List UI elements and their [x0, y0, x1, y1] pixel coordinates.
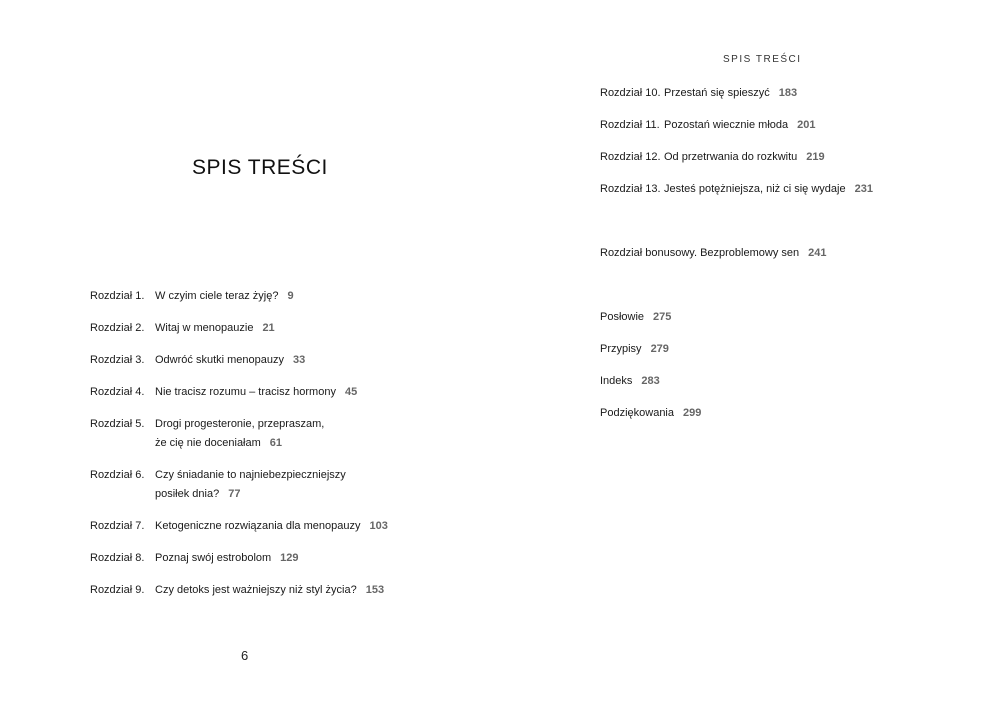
chapter-page: 103 — [369, 520, 388, 532]
chapter-label: Rozdział 11. — [600, 119, 660, 131]
running-head: SPIS TREŚCI — [723, 54, 802, 65]
chapter-label: Rozdział 3. — [90, 354, 145, 366]
chapter-page: 77 — [228, 488, 241, 500]
toc-entry — [600, 84, 797, 103]
chapter-page: 61 — [269, 437, 283, 449]
chapter-page: 183 — [778, 87, 798, 99]
chapter-page: 9 — [287, 290, 294, 302]
chapter-label: Rozdział 10. — [600, 87, 661, 99]
chapter-title: Przestań się spieszyć — [664, 87, 770, 99]
chapter-label: Rozdział 2. — [90, 322, 145, 334]
chapter-title-continued: posiłek dnia? — [155, 488, 220, 500]
chapter-page: 231 — [854, 183, 873, 195]
chapter-title: Pozostań wiecznie młoda — [664, 119, 789, 131]
chapter-label: Rozdział 12. — [600, 151, 661, 163]
back-matter-page: 283 — [641, 375, 660, 387]
back-matter-title: Posłowie — [600, 311, 645, 323]
bonus-page: 241 — [808, 247, 827, 259]
toc-entry-bonus — [600, 244, 826, 263]
chapter-title: Ketogeniczne rozwiązania dla menopauzy — [155, 520, 361, 532]
chapter-label: Rozdział 7. — [90, 520, 145, 532]
toc-entry — [600, 116, 815, 135]
chapter-label: Rozdział 8. — [90, 552, 145, 564]
chapter-page: 21 — [262, 322, 275, 334]
toc-entry-back-matter — [600, 340, 669, 359]
chapter-page: 201 — [797, 119, 816, 131]
toc-entry-back-matter — [600, 372, 660, 391]
chapter-page: 219 — [806, 151, 825, 163]
chapter-label: Rozdział 9. — [90, 584, 145, 596]
chapter-label: Rozdział 5. — [90, 418, 145, 430]
back-matter-title: Podziękowania — [600, 407, 674, 419]
bonus-title: Rozdział bonusowy. Bezproblemowy sen — [600, 247, 800, 259]
toc-entry-back-matter — [600, 308, 671, 327]
chapter-title: Odwróć skutki menopauzy — [155, 354, 284, 366]
back-matter-title: Indeks — [600, 375, 633, 387]
back-matter-title: Przypisy — [600, 343, 642, 355]
toc-entry — [600, 180, 873, 199]
chapter-title: Drogi progesteronie, przepraszam, — [155, 418, 325, 430]
chapter-label: Rozdział 4. — [90, 386, 145, 398]
toc-entry — [600, 148, 825, 167]
chapter-label: Rozdział 1. — [90, 290, 145, 302]
chapter-title: Nie tracisz rozumu – tracisz hormony — [155, 386, 336, 398]
back-matter-page: 275 — [653, 311, 672, 323]
back-matter-page: 299 — [683, 407, 702, 419]
right-page — [500, 0, 1000, 712]
page-title: SPIS TREŚCI — [192, 156, 328, 179]
chapter-label: Rozdział 6. — [90, 469, 145, 481]
chapter-page: 153 — [365, 584, 385, 596]
chapter-title: Jesteś potężniejsza, niż ci się wydaje — [664, 183, 846, 195]
chapter-title: Poznaj swój estrobolom — [155, 552, 272, 564]
chapter-title: Witaj w menopauzie — [155, 322, 254, 334]
page-number: 6 — [241, 648, 249, 663]
back-matter-page: 279 — [650, 343, 669, 355]
chapter-label: Rozdział 13. — [600, 183, 661, 195]
chapter-title: W czyim ciele teraz żyję? — [155, 290, 279, 302]
chapter-page: 33 — [293, 354, 306, 366]
chapter-page: 45 — [344, 386, 358, 398]
chapter-title: Czy śniadanie to najniebezpieczniejszy — [155, 469, 346, 481]
chapter-title: Od przetrwania do rozkwitu — [664, 151, 798, 163]
chapter-title-continued: że cię nie doceniałam — [155, 437, 261, 449]
toc-entry-back-matter — [600, 404, 701, 423]
chapter-page: 129 — [280, 552, 299, 564]
chapter-title: Czy detoks jest ważniejszy niż styl życia? — [155, 584, 357, 596]
